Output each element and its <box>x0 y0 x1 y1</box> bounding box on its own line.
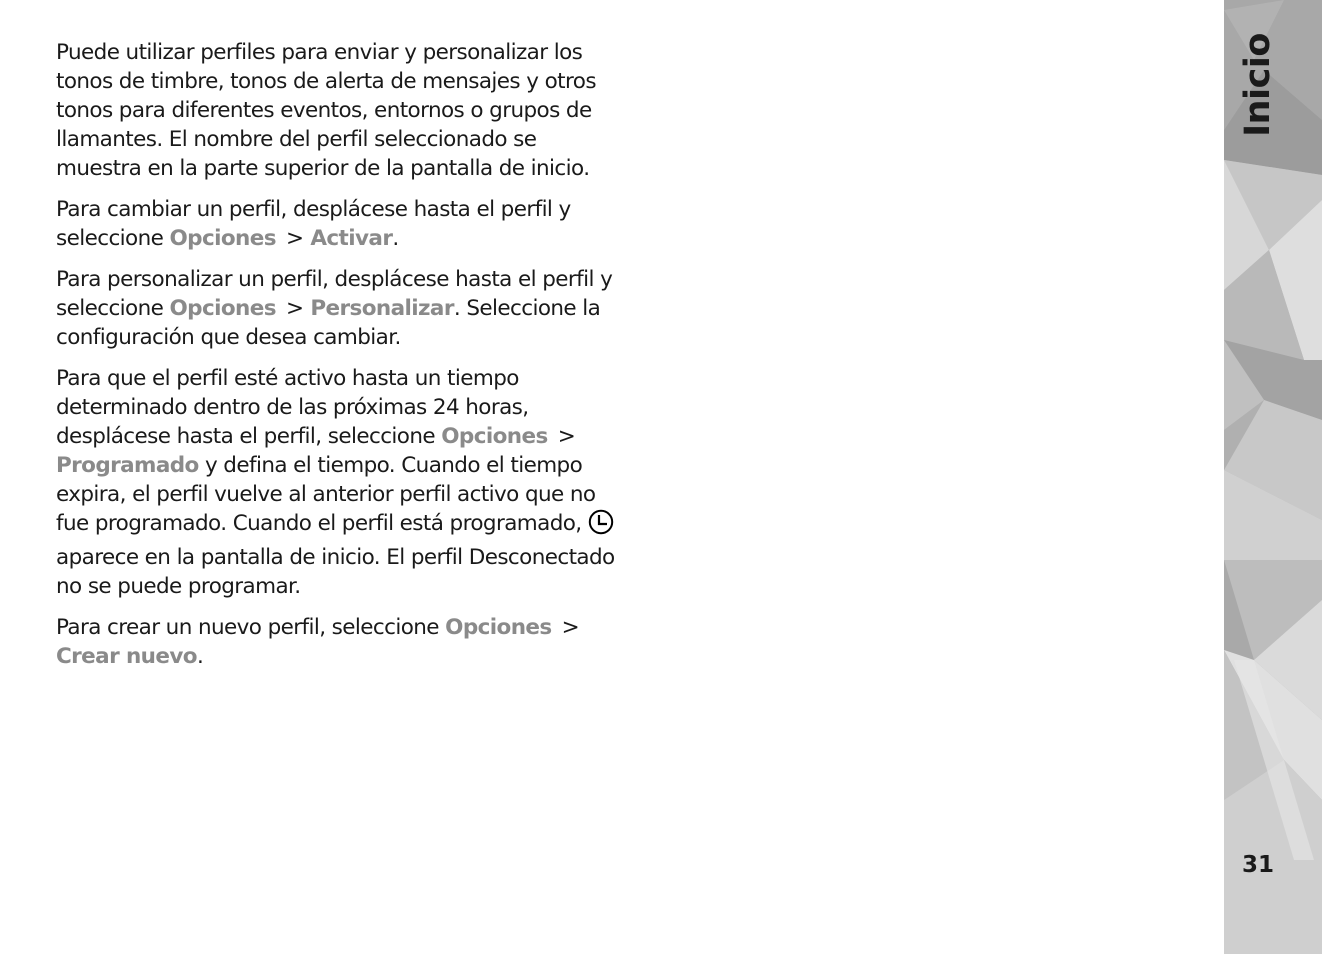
paragraph-customize-profile: Para personalizar un perfil, desplácese hasta el perfil y seleccione Opciones > Personalizar. Seleccione la configuración que desea cambiar. <box>56 267 613 350</box>
clock-icon <box>588 509 614 543</box>
paragraph-profiles-intro: Puede utilizar perfiles para enviar y personalizar los tonos de timbre, tonos de alerta de mensajes y otros tonos para diferentes eventos, entornos o grupos de llamantes. El nombre del perfil seleccionado se muestra en la parte superior de la pantalla de inicio. <box>56 40 596 181</box>
menu-separator: > <box>285 226 304 251</box>
menu-separator: > <box>561 615 580 640</box>
paragraph-create-profile: Para crear un nuevo perfil, seleccione Opciones >Crear nuevo. <box>56 613 622 671</box>
menu-path-customize: Personalizar <box>310 296 454 321</box>
paragraph-timed-profile: Para que el perfil esté activo hasta un tiempo determinado dentro de las próximas 24 horas, desplácese hasta el perfil, seleccione Opciones >Programado y defina el tiempo. Cuando el tiempo expira, el perfil vuelve al anterior perfil activo que no fue programado. Cuando el perfil está programado, aparece en la pantalla de inicio. El perfil Desconectado no se puede programar. <box>56 366 615 599</box>
menu-path-activate: Activar <box>310 226 393 251</box>
menu-separator: > <box>557 424 576 449</box>
menu-path-timed: Programado <box>56 453 199 478</box>
paragraph-change-profile: Para cambiar un perfil, desplácese hasta el perfil y seleccione Opciones > Activar. <box>56 197 571 251</box>
menu-path-options: Opciones <box>445 615 552 640</box>
menu-path-options: Opciones <box>441 424 548 449</box>
menu-path-options: Opciones <box>169 226 276 251</box>
page-body <box>56 38 622 683</box>
menu-path-options: Opciones <box>169 296 276 321</box>
menu-separator: > <box>285 296 304 321</box>
menu-path-create-new: Crear nuevo <box>56 644 197 669</box>
chapter-title: Inicio <box>1238 33 1279 137</box>
page-number: 31 <box>1242 852 1275 878</box>
